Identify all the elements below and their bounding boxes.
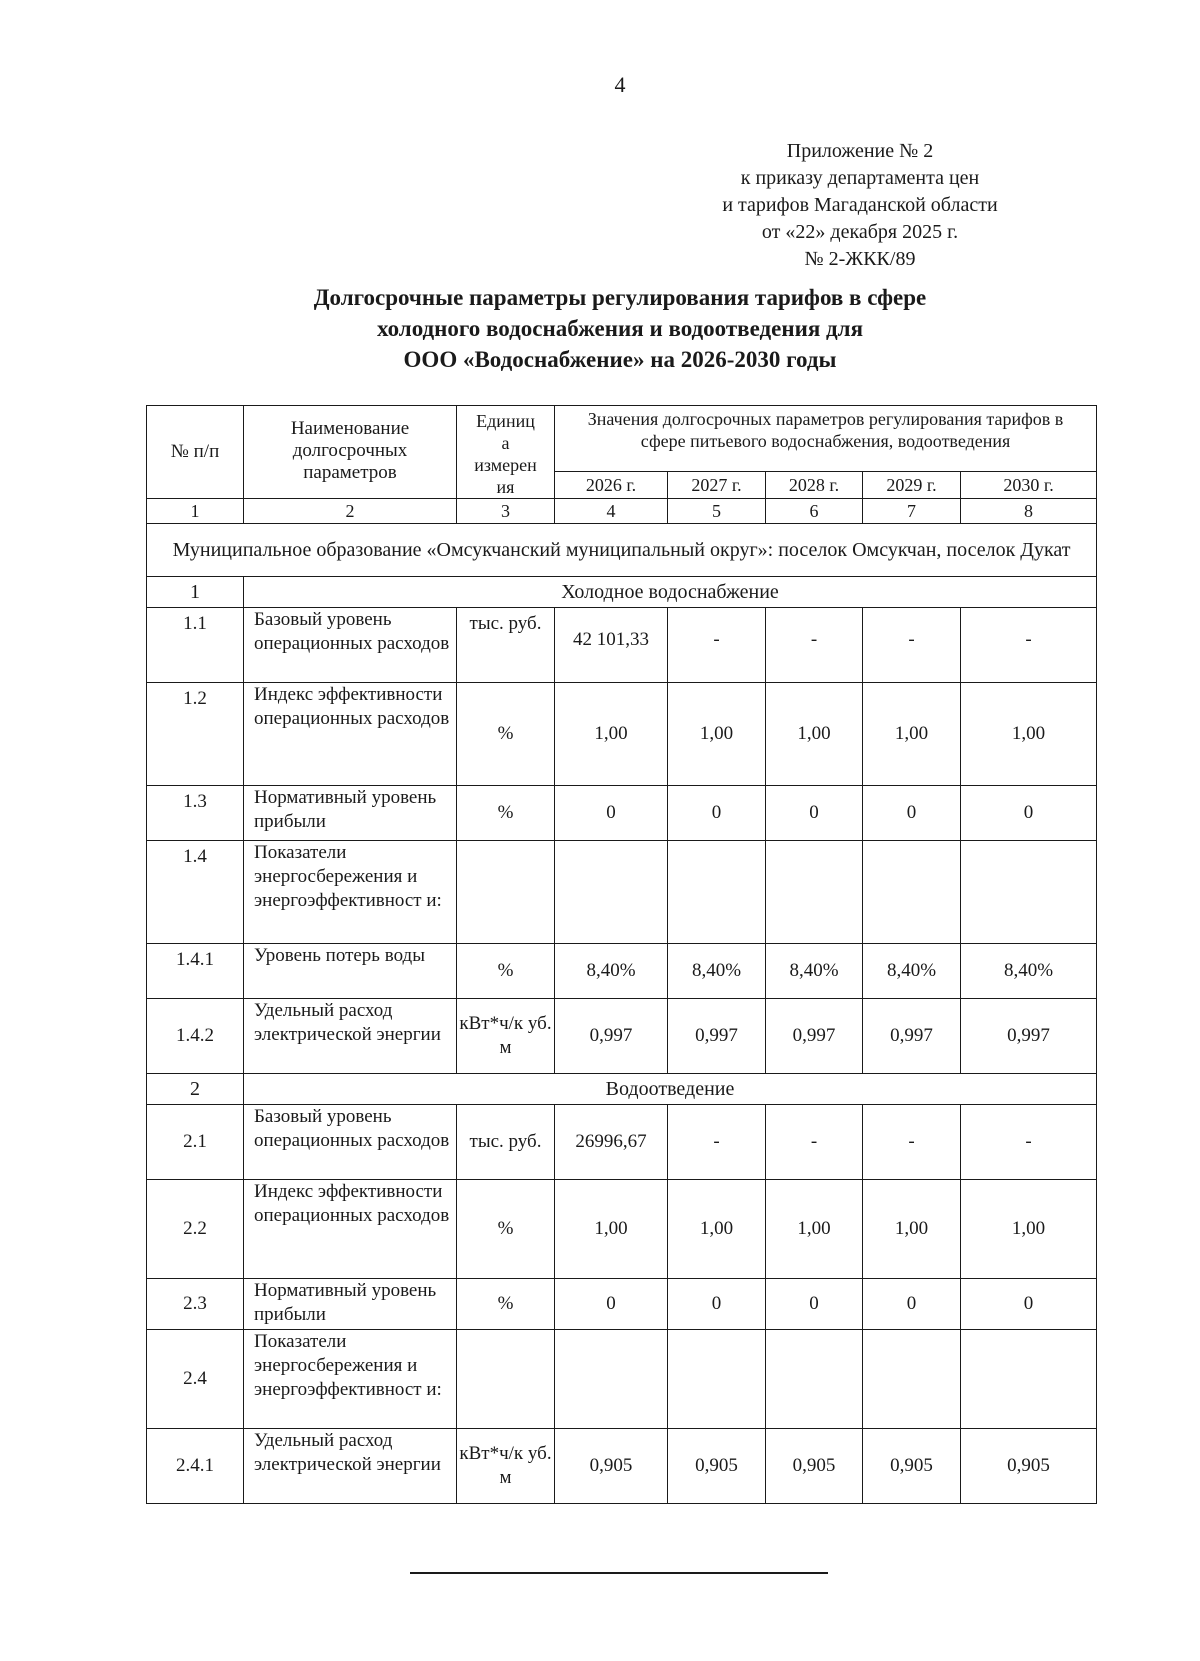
header-row [147,406,1097,472]
parameter-name: Показатели энергосбережения и энергоэффективност и: [244,1330,457,1429]
parameter-name: Удельный расход электрической энергии [244,999,457,1074]
unit-cell: кВт*ч/к уб. м [457,1429,555,1504]
unit-cell: % [457,944,555,999]
title-line: ООО «Водоснабжение» на 2026-2030 годы [403,347,837,372]
row-number: 1.1 [147,608,244,683]
appendix-line: к приказу департамента цен [740,167,980,189]
appendix-line: Приложение № 2 [786,140,934,162]
bottom-divider [410,1572,828,1574]
table-row [147,683,1097,786]
year-cell: 2026 г. [555,471,668,498]
value-cell: 0,997 [668,999,766,1074]
value-cell: 1,00 [961,1180,1097,1279]
value-cell: 8,40% [766,944,863,999]
value-cell: 1,00 [766,1180,863,1279]
row-number: 2.3 [147,1279,244,1330]
value-cell [961,1330,1097,1429]
unit-cell: % [457,683,555,786]
value-cell: 0 [863,1279,961,1330]
municipality-row [147,524,1097,577]
header-name: Наименование долгосрочных параметров [244,406,457,499]
table-row [147,1330,1097,1429]
section-title: Холодное водоснабжение [244,577,1097,608]
value-cell: 1,00 [668,1180,766,1279]
appendix-line: № 2-ЖКК/89 [804,248,916,270]
value-cell: 0,997 [555,999,668,1074]
title-line: холодного водоснабжения и водоотведения для [376,316,864,341]
value-cell: 0 [863,786,961,841]
value-cell: 8,40% [961,944,1097,999]
value-cell: 1,00 [766,683,863,786]
column-index: 5 [668,499,766,524]
header-values: Значения долгосрочных параметров регулирования тарифов в сфере питьевого водоснабжения, водоотведения [555,406,1097,472]
table-row [147,944,1097,999]
parameter-name: Уровень потерь воды [244,944,457,999]
section-number: 1 [147,577,244,608]
table-row [147,1279,1097,1330]
row-number: 2.4 [147,1330,244,1429]
value-cell: 8,40% [863,944,961,999]
value-cell: 0 [555,1279,668,1330]
document-title [145,282,1095,375]
header-num: № п/п [147,406,244,499]
row-number: 1.3 [147,786,244,841]
column-index: 3 [457,499,555,524]
value-cell: 1,00 [863,683,961,786]
value-cell: 8,40% [668,944,766,999]
unit-cell: % [457,1279,555,1330]
title-line: Долгосрочные параметры регулирования тарифов в сфере [313,285,927,310]
value-cell: 1,00 [668,683,766,786]
value-cell: 0,905 [961,1429,1097,1504]
parameter-name: Базовый уровень операционных расходов [244,1105,457,1180]
parameter-name: Удельный расход электрической энергии [244,1429,457,1504]
value-cell: 42 101,33 [555,608,668,683]
value-cell: - [668,608,766,683]
parameter-name: Показатели энергосбережения и энергоэффективност и: [244,841,457,944]
value-cell [668,1330,766,1429]
column-index: 1 [147,499,244,524]
section-row [147,1074,1097,1105]
value-cell: 0 [668,786,766,841]
value-cell: 0,997 [961,999,1097,1074]
value-cell: - [863,1105,961,1180]
value-cell: 1,00 [555,683,668,786]
parameter-name: Нормативный уровень прибыли [244,786,457,841]
column-index: 2 [244,499,457,524]
value-cell [766,841,863,944]
value-cell: - [766,1105,863,1180]
unit-cell [457,841,555,944]
parameter-name: Индекс эффективности операционных расходов [244,683,457,786]
parameter-name: Индекс эффективности операционных расходов [244,1180,457,1279]
section-title: Водоотведение [244,1074,1097,1105]
value-cell: 26996,67 [555,1105,668,1180]
value-cell: 0,997 [766,999,863,1074]
unit-cell: тыс. руб. [457,1105,555,1180]
column-index-row [147,499,1097,524]
row-number: 2.2 [147,1180,244,1279]
unit-cell [457,1330,555,1429]
value-cell: 0 [766,1279,863,1330]
table-row [147,1180,1097,1279]
row-number: 1.4 [147,841,244,944]
column-index: 4 [555,499,668,524]
value-cell: 1,00 [555,1180,668,1279]
section-row [147,577,1097,608]
value-cell: 0 [555,786,668,841]
municipality-label: Муниципальное образование «Омсукчанский муниципальный округ»: поселок Омсукчан, поселок Дукат [147,524,1097,577]
value-cell: 1,00 [863,1180,961,1279]
value-cell: 0,905 [766,1429,863,1504]
value-cell [668,841,766,944]
year-cell: 2030 г. [961,471,1097,498]
row-number: 1.4.2 [147,999,244,1074]
header-unit: Единиц а измерен ия [457,406,555,499]
value-cell: - [961,1105,1097,1180]
value-cell: 0 [961,786,1097,841]
unit-cell: тыс. руб. [457,608,555,683]
row-number: 2.4.1 [147,1429,244,1504]
year-cell: 2028 г. [766,471,863,498]
value-cell: 0 [961,1279,1097,1330]
value-cell: 0 [668,1279,766,1330]
value-cell: 0,905 [668,1429,766,1504]
value-cell: - [961,608,1097,683]
year-cell: 2029 г. [863,471,961,498]
table-row [147,786,1097,841]
value-cell [863,841,961,944]
page-number: 4 [614,72,626,97]
value-cell [555,1330,668,1429]
table-row [147,1429,1097,1504]
section-number: 2 [147,1074,244,1105]
parameter-name: Нормативный уровень прибыли [244,1279,457,1330]
column-index: 8 [961,499,1097,524]
table-row [147,841,1097,944]
value-cell: 0,997 [863,999,961,1074]
appendix-line: и тарифов Магаданской области [722,194,998,216]
table-row [147,608,1097,683]
column-index: 6 [766,499,863,524]
value-cell: 0,905 [555,1429,668,1504]
value-cell [555,841,668,944]
appendix-header [680,138,1040,273]
unit-cell: кВт*ч/к уб. м [457,999,555,1074]
row-number: 1.2 [147,683,244,786]
value-cell: 1,00 [961,683,1097,786]
value-cell [863,1330,961,1429]
value-cell: - [668,1105,766,1180]
value-cell: 0,905 [863,1429,961,1504]
appendix-line: от «22» декабря 2025 г. [761,221,959,243]
parameter-name: Базовый уровень операционных расходов [244,608,457,683]
value-cell: 0 [766,786,863,841]
value-cell: - [863,608,961,683]
table-row [147,1105,1097,1180]
unit-cell: % [457,786,555,841]
value-cell [766,1330,863,1429]
unit-cell: % [457,1180,555,1279]
table-row [147,999,1097,1074]
parameters-table [146,405,1097,1504]
row-number: 1.4.1 [147,944,244,999]
row-number: 2.1 [147,1105,244,1180]
year-cell: 2027 г. [668,471,766,498]
value-cell [961,841,1097,944]
value-cell: - [766,608,863,683]
column-index: 7 [863,499,961,524]
value-cell: 8,40% [555,944,668,999]
